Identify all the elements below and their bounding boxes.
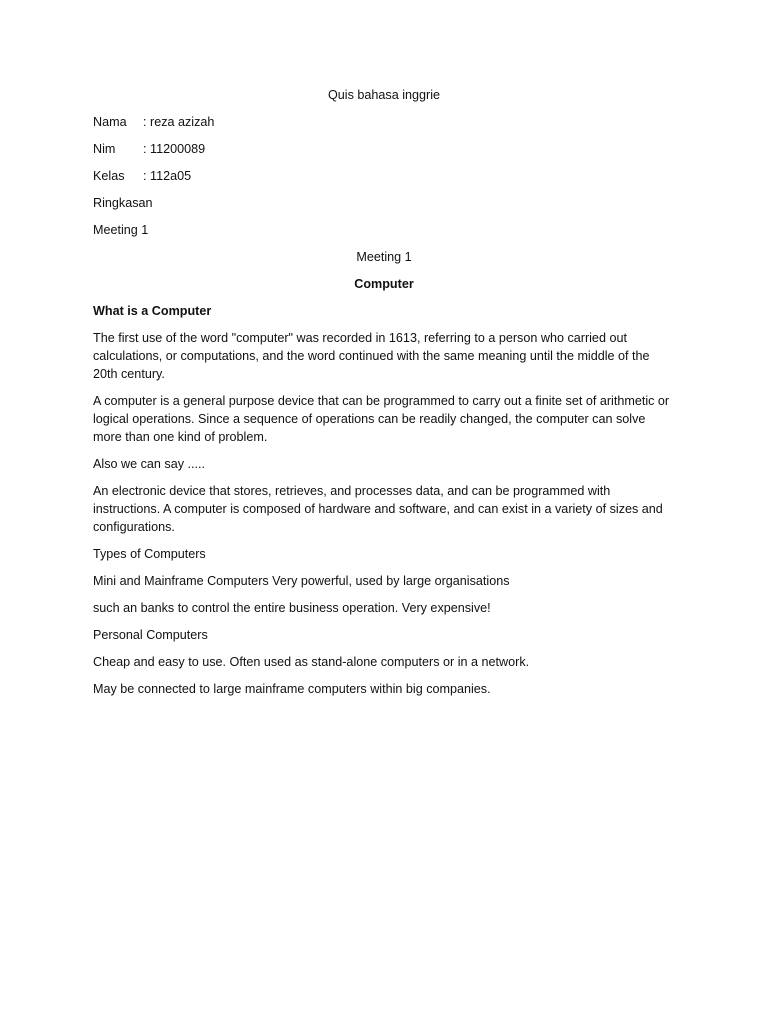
field-label: Kelas <box>93 169 125 183</box>
document-title: Quis bahasa inggrie <box>327 88 440 102</box>
field-kelas <box>93 167 675 185</box>
meeting-label: Meeting 1 <box>93 223 149 237</box>
paragraph-history: The first use of the word "computer" was recorded in 1613, referring to a person who carried out calculations, or computations, and the word continued with the same meaning until the middle of the 20th century. <box>93 331 650 381</box>
paragraph-definition: A computer is a general purpose device that can be programmed to carry out a finite set of arithmetic or logical operations. Since a sequence of operations can be readily changed, the computer can solve more than one kind of problem. <box>93 394 670 444</box>
personal-computers-heading: Personal Computers <box>93 628 208 642</box>
paragraph-electronic-device: An electronic device that stores, retrieves, and processes data, and can be programmed with instructions. A computer is composed of hardware and software, and can exist in a variety of sizes and configurations. <box>93 484 663 534</box>
mainframe-line-2: such an banks to control the entire business operation. Very expensive! <box>93 601 491 615</box>
types-heading: Types of Computers <box>93 547 206 561</box>
field-label: Nim <box>93 142 116 156</box>
pc-line-2: May be connected to large mainframe computers within big companies. <box>93 682 491 696</box>
field-label: Nama <box>93 115 127 129</box>
field-value: : 112a05 <box>143 169 192 183</box>
ringkasan-label: Ringkasan <box>93 196 153 210</box>
field-nim <box>93 140 675 158</box>
mainframe-line-1: Mini and Mainframe Computers Very powerful, used by large organisations <box>93 574 510 588</box>
field-value: : 11200089 <box>143 142 206 156</box>
field-nama <box>93 113 675 131</box>
pc-line-1: Cheap and easy to use. Often used as stand-alone computers or in a network. <box>93 655 530 669</box>
document-body <box>93 86 675 707</box>
heading-what-is-computer: What is a Computer <box>93 304 212 318</box>
section-title: Computer <box>354 277 414 291</box>
meeting-heading: Meeting 1 <box>356 250 412 264</box>
paragraph-also: Also we can say ..... <box>93 457 205 471</box>
field-value: : reza azizah <box>143 115 215 129</box>
